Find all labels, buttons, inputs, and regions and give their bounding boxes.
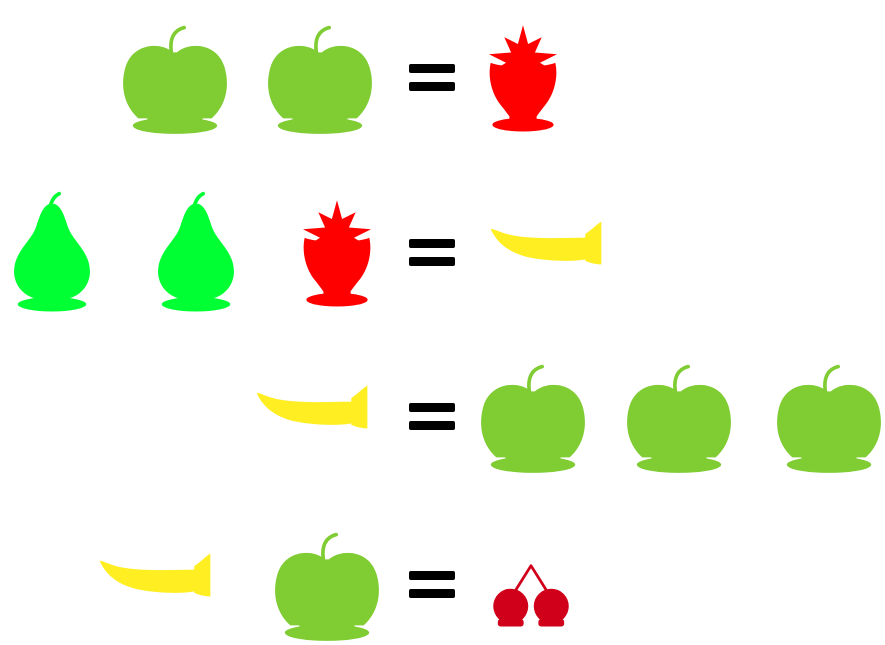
apple-icon	[777, 367, 881, 473]
equals-sign	[409, 64, 455, 91]
cherries-icon	[493, 566, 569, 627]
equals-sign-text: =	[432, 245, 441, 256]
apple-icon	[268, 28, 372, 134]
strawberry-icon	[303, 200, 371, 306]
pear-icon	[158, 194, 234, 312]
equations-layer	[14, 25, 881, 641]
apple-icon	[481, 367, 585, 473]
equals-sign	[409, 239, 455, 266]
banana-icon	[257, 386, 368, 429]
pear-icon	[14, 194, 90, 312]
equals-sign-text: =	[432, 70, 441, 81]
equation-row-4	[100, 535, 569, 641]
banana-icon	[100, 554, 211, 597]
equals-sign-text: =	[432, 409, 441, 420]
equals-sign	[409, 571, 455, 598]
equals-sign	[409, 403, 455, 430]
equation-row-3	[257, 367, 881, 473]
apple-icon	[627, 367, 731, 473]
equals-sign-text: =	[432, 577, 441, 588]
equation-row-1	[123, 25, 557, 134]
apple-icon	[275, 535, 379, 641]
apple-icon	[123, 28, 227, 134]
equation-row-2	[14, 194, 601, 312]
strawberry-icon	[489, 25, 557, 131]
banana-icon	[491, 222, 602, 265]
